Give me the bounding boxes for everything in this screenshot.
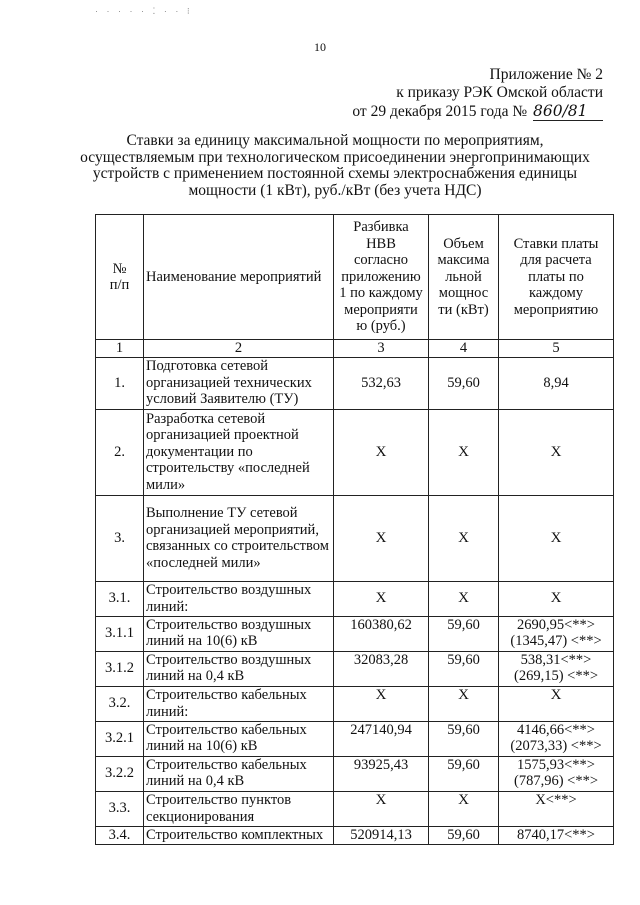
row-num: 3.2.2 [96, 756, 144, 791]
header-power: Объем максима льной мощнос ти (кВт) [429, 215, 499, 340]
row-name: Строительство комплектных [144, 826, 334, 844]
table-row [96, 721, 614, 756]
row-name: Строительство воздушных линий: [144, 581, 334, 616]
rate-value-half: (2073,33) <**> [510, 738, 602, 754]
row-rate [499, 756, 614, 791]
row-name: Выполнение ТУ сетевой организацией мероприятий, связанных со строительством «последней мили» [144, 495, 334, 581]
table-row [96, 581, 614, 616]
appendix-date: от 29 декабря 2015 года № [352, 103, 528, 120]
table-row [96, 357, 614, 409]
table-row [96, 651, 614, 686]
col-number: 5 [499, 340, 614, 358]
appendix-header [352, 66, 603, 121]
row-nvv: X [334, 686, 429, 721]
row-rate: X<**> [499, 791, 614, 826]
row-name: Разработка сетевой организацией проектной документации по строительству «последней мили» [144, 409, 334, 495]
row-name: Строительство воздушных линий на 0,4 кВ [144, 651, 334, 686]
row-name: Строительство пунктов секционирования [144, 791, 334, 826]
row-name: Строительство кабельных линий на 10(6) кВ [144, 721, 334, 756]
row-num: 3.1.1 [96, 616, 144, 651]
row-nvv: 247140,94 [334, 721, 429, 756]
rate-value: 4146,66<**> [517, 721, 595, 738]
row-power: X [429, 686, 499, 721]
row-num: 1. [96, 357, 144, 409]
table-row [96, 756, 614, 791]
table-row [96, 495, 614, 581]
appendix-date-line [352, 102, 603, 121]
row-num: 3.4. [96, 826, 144, 844]
row-num: 3.2. [96, 686, 144, 721]
rates-table [95, 214, 614, 845]
row-name: Строительство кабельных линий на 0,4 кВ [144, 756, 334, 791]
row-nvv: 160380,62 [334, 616, 429, 651]
handwritten-order-number: 860/81 [533, 102, 603, 121]
row-nvv: X [334, 495, 429, 581]
table-row [96, 409, 614, 495]
row-rate [499, 721, 614, 756]
rate-value-half: (787,96) <**> [513, 773, 598, 789]
table-header-row [96, 215, 614, 340]
row-rate [499, 651, 614, 686]
row-num: 2. [96, 409, 144, 495]
row-num: 3.2.1 [96, 721, 144, 756]
table-row [96, 616, 614, 651]
header-rate: Ставки платы для расчета платы по каждому мероприятию [499, 215, 614, 340]
row-num: 3.3. [96, 791, 144, 826]
appendix-order-ref: к приказу РЭК Омской области [396, 84, 603, 101]
row-power: X [429, 495, 499, 581]
table-row [96, 791, 614, 826]
col-number: 3 [334, 340, 429, 358]
row-nvv: 93925,43 [334, 756, 429, 791]
table-row [96, 826, 614, 844]
row-rate: 8740,17<**> [499, 826, 614, 844]
header-name: Наименование мероприятий [144, 215, 334, 340]
row-rate: X [499, 409, 614, 495]
row-name: Строительство кабельных линий: [144, 686, 334, 721]
row-power: 59,60 [429, 756, 499, 791]
page-number: 10 [314, 40, 326, 54]
rate-value: 2690,95<**> [517, 616, 595, 633]
row-power: X [429, 409, 499, 495]
row-power: 59,60 [429, 357, 499, 409]
row-nvv: X [334, 409, 429, 495]
row-rate: X [499, 495, 614, 581]
table-row [96, 686, 614, 721]
rate-value-half: (269,15) <**> [513, 668, 598, 684]
row-name: Строительство воздушных линий на 10(6) кВ [144, 616, 334, 651]
column-number-row [96, 340, 614, 358]
col-number: 2 [144, 340, 334, 358]
row-nvv: X [334, 581, 429, 616]
row-num: 3.1. [96, 581, 144, 616]
row-power: 59,60 [429, 616, 499, 651]
rate-value: 1575,93<**> [517, 756, 595, 773]
row-num: 3.1.2 [96, 651, 144, 686]
row-rate: X [499, 686, 614, 721]
header-nvv: Разбивка НВВ согласно приложению 1 по каждому мероприяти ю (руб.) [334, 215, 429, 340]
row-power: X [429, 581, 499, 616]
appendix-title: Приложение № 2 [489, 66, 603, 83]
row-nvv: 520914,13 [334, 826, 429, 844]
row-power: 59,60 [429, 651, 499, 686]
rate-value-half: (1345,47) <**> [510, 633, 602, 649]
col-number: 4 [429, 340, 499, 358]
row-power: X [429, 791, 499, 826]
row-rate [499, 616, 614, 651]
row-rate: 8,94 [499, 357, 614, 409]
document-title: Ставки за единицу максимальной мощности по мероприятиям, осуществляемым при технологическом присоединении энергопринимающих устройств с применением постоянной схемы электроснабжения единицы мощности (1 кВт), руб./кВт (без учета НДС) [80, 132, 590, 199]
row-nvv: X [334, 791, 429, 826]
row-name: Подготовка сетевой организацией технических условий Заявителю (ТУ) [144, 357, 334, 409]
row-nvv: 532,63 [334, 357, 429, 409]
rate-value: 538,31<**> [520, 651, 592, 668]
row-nvv: 32083,28 [334, 651, 429, 686]
row-power: 59,60 [429, 826, 499, 844]
row-rate: X [499, 581, 614, 616]
header-num: № п/п [96, 215, 144, 340]
col-number: 1 [96, 340, 144, 358]
scan-artifact: · · · · · ⁚ · · ⁝ [95, 6, 193, 16]
row-power: 59,60 [429, 721, 499, 756]
row-num: 3. [96, 495, 144, 581]
